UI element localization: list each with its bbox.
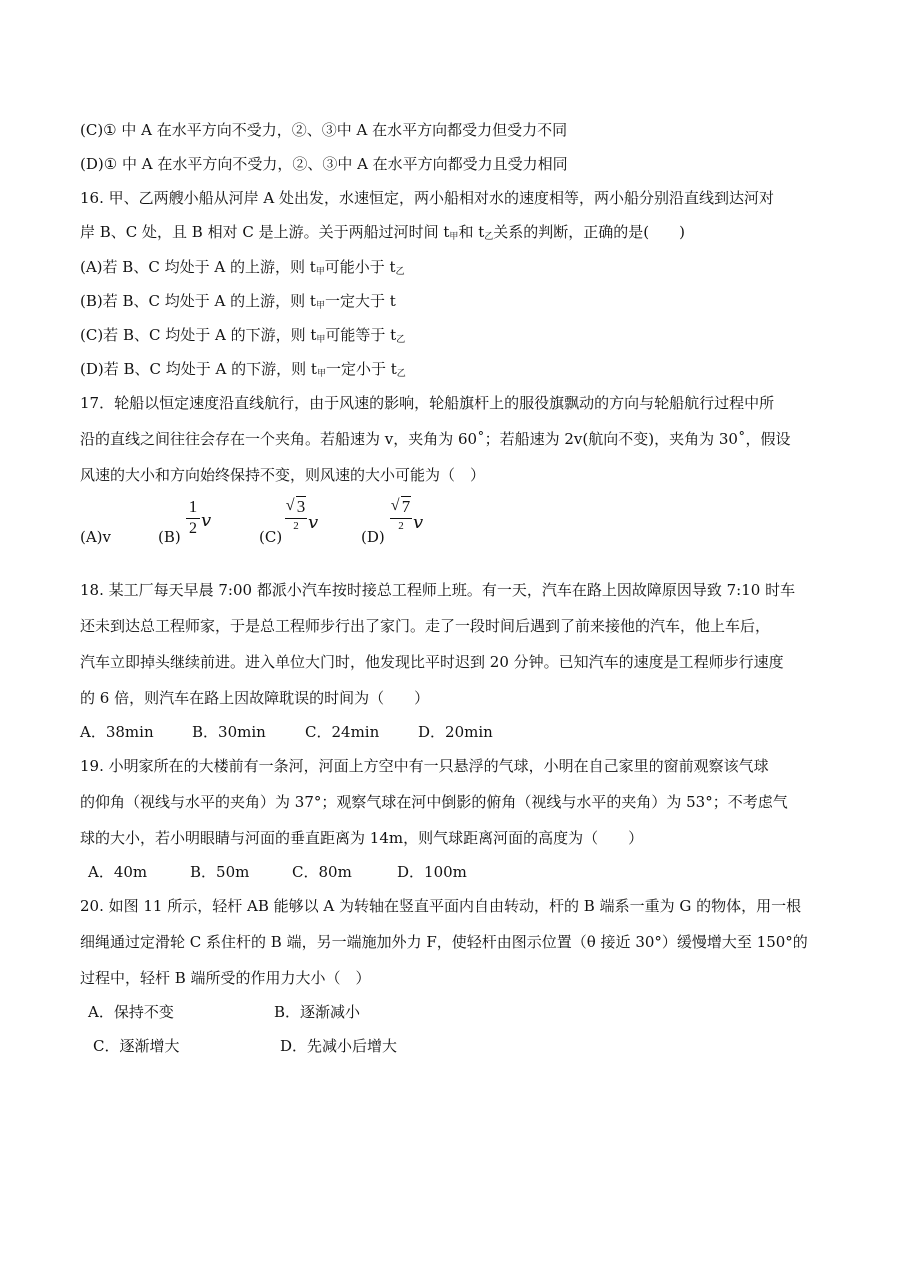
- q18-stem-1: 18. 某工厂每天早晨 7:00 都派小汽车按时接总工程师上班。有一天，汽车在路上因故障原因导致 7:10 时车: [80, 581, 796, 599]
- q17-stem-3: 风速的大小和方向始终保持不变，则风速的大小可能为（ ）: [80, 466, 486, 484]
- q18-option-a: A．38min: [80, 723, 154, 741]
- q16-option-b: (B)若 B、C 均处于 A 的上游，则 $t_甲$一定大于 t: [80, 292, 396, 311]
- q18-stem-2: 还未到达总工程师家，于是总工程师步行出了家门。走了一段时间后遇到了前来接他的汽车，他上车后，: [80, 617, 771, 635]
- q17-option-a: (A)v: [80, 528, 112, 546]
- q17-option-d-var: v: [413, 512, 424, 533]
- q20-stem-3: 过程中，轻杆 B 端所受的作用力大小（ ）: [80, 969, 371, 987]
- q19-stem-2: 的仰角（视线与水平的夹角）为 37°；观察气球在河中倒影的俯角（视线与水平的夹角）为 53°；不考虑气: [80, 793, 788, 811]
- q20-option-d: D．先减小后增大: [280, 1037, 398, 1055]
- q19-stem-3: 球的大小，若小明眼睛与河面的垂直距离为 14m，则气球距离河面的高度为（ ）: [80, 829, 644, 847]
- q20-stem-1: 20. 如图 11 所示，轻杆 AB 能够以 A 为转轴在竖直平面内自由转动，杆的 B 端系一重为 G 的物体，用一根: [80, 897, 802, 915]
- q20-option-c: C．逐渐增大: [93, 1037, 180, 1055]
- q20-option-b: B．逐渐减小: [274, 1003, 361, 1021]
- q19-option-c: C．80m: [292, 863, 352, 881]
- q17-option-d-fraction: √ 7 2: [390, 497, 411, 532]
- q19-option-d: D．100m: [397, 863, 467, 881]
- q18-option-c: C．24min: [305, 723, 380, 741]
- q18-option-b: B．30min: [192, 723, 266, 741]
- q20-option-a: A．保持不变: [88, 1003, 174, 1021]
- q20-stem-2: 细绳通过定滑轮 C 系住杆的 B 端，另一端施加外力 F，使轻杆由图示位置（θ 接近 30°）缓慢增大至 150°的: [80, 933, 808, 951]
- q17-option-b-var: v: [201, 510, 212, 531]
- q17-option-b-label: (B): [158, 528, 181, 546]
- q19-stem-1: 19. 小明家所在的大楼前有一条河，河面上方空中有一只悬浮的气球，小明在自己家里的窗前观察该气球: [80, 757, 769, 775]
- q17-option-c-label: (C): [259, 528, 283, 546]
- q19-option-a: A．40m: [88, 863, 148, 881]
- line-c-option-prev: (C)① 中 A 在水平方向不受力，②、③中 A 在水平方向都受力但受力不同: [80, 121, 568, 139]
- q17-stem-1: 17．轮船以恒定速度沿直线航行，由于风速的影响，轮船旗杆上的服役旗飘动的方向与轮船航行过程中所: [80, 394, 775, 412]
- q16-stem-1: 16. 甲、乙两艘小船从河岸 A 处出发，水速恒定，两小船相对水的速度相等，两小船分别沿直线到达河对: [80, 189, 774, 207]
- q16-option-a: (A)若 B、C 均处于 A 的上游，则 $t_甲$可能小于 $t_乙$: [80, 258, 405, 277]
- q18-option-d: D．20min: [418, 723, 493, 741]
- q17-option-c-var: v: [308, 512, 319, 533]
- q16-option-c: (C)若 B、C 均处于 A 的下游，则 $t_甲$可能等于 $t_乙$: [80, 326, 406, 345]
- q16-option-d: (D)若 B、C 均处于 A 的下游，则 $t_甲$一定小于 $t_乙$: [80, 360, 406, 379]
- q17-option-c-fraction: √ 3 2: [285, 497, 306, 532]
- q16-stem-2: 岸 B、C 处，且 B 相对 C 是上游。关于两船过河时间 $t_甲$和 $t_乙$关系的判断，正确的是( ): [80, 223, 685, 242]
- q17-option-d-label: (D): [361, 528, 385, 546]
- line-d-option-prev: (D)① 中 A 在水平方向不受力，②、③中 A 在水平方向都受力且受力相同: [80, 155, 568, 173]
- q18-stem-4: 的 6 倍，则汽车在路上因故障耽误的时间为（ ）: [80, 689, 430, 707]
- q19-option-b: B．50m: [190, 863, 250, 881]
- q17-option-b-fraction: 1 2: [186, 497, 200, 538]
- q17-stem-2: 沿的直线之间往往会存在一个夹角。若船速为 v，夹角为 60˚；若船速为 2v(航向不变)，夹角为 30˚，假设: [80, 430, 791, 448]
- q18-stem-3: 汽车立即掉头继续前进。进入单位大门时，他发现比平时迟到 20 分钟。已知汽车的速度是工程师步行速度: [80, 653, 784, 671]
